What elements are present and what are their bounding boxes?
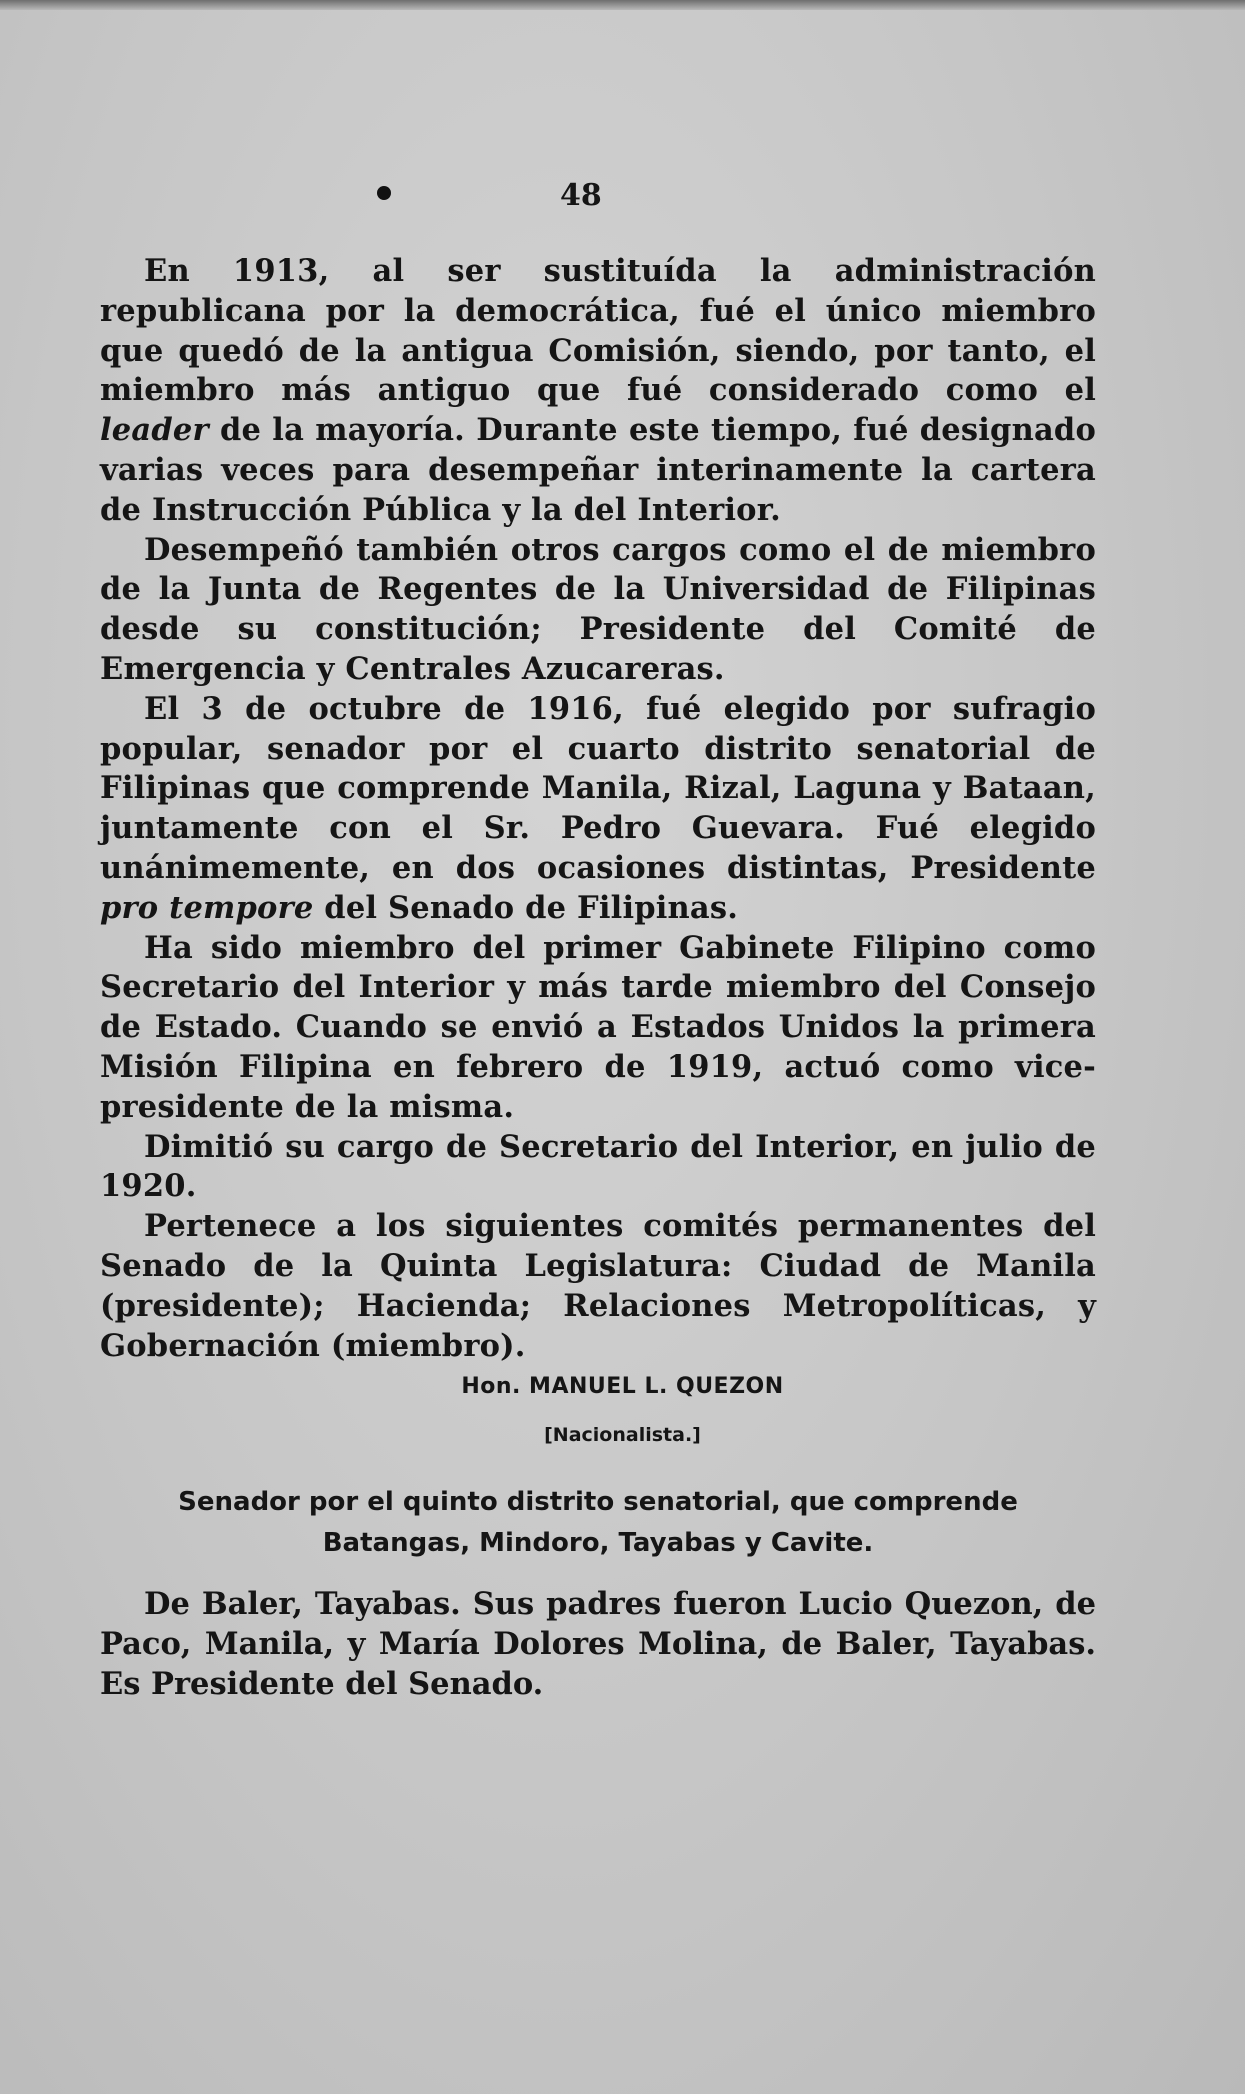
senator-district: Senador por el quinto distrito senatorial, que comprende Batangas, Mindoro, Tayabas y Cavite.	[178, 1487, 1018, 1558]
paragraph-6: Pertenece a los siguientes comités permanentes del Senado de la Quinta Legislatura: Ciudad de Manila (presidente); Hacienda; Relaciones Metropolíticas, y Gobernación (miembro).	[100, 1208, 1096, 1364]
senator-party: [Nacionalista.]	[544, 1424, 701, 1446]
biography-text	[100, 252, 1096, 1366]
paragraph-5: Dimitió su cargo de Secretario del Interior, en julio de 1920.	[100, 1128, 1096, 1205]
senator-bio	[100, 1584, 1096, 1704]
page-number: 48	[560, 178, 602, 213]
paragraph-4: Ha sido miembro del primer Gabinete Filipino como Secretario del Interior y más tarde miembro del Consejo de Estado. Cuando se envió a Estados Unidos la primera Misión Filipina en febrero de 1919, actuó como vice-presidente de la misma.	[100, 929, 1096, 1125]
paragraph-1: En 1913, al ser sustituída la administración republicana por la democrática, fué el único miembro que quedó de la antigua Comisión, siendo, por tanto, el miembro más antiguo que fué considerado como el leader de la mayoría. Durante este tiempo, fué designado varias veces para desempeñar interinamente la cartera de Instrucción Pública y la del Interior.	[100, 253, 1096, 528]
page-top-edge	[0, 0, 1245, 10]
paragraph-2: Desempeñó también otros cargos como el de miembro de la Junta de Regentes de la Universidad de Filipinas desde su constitución; Presidente del Comité de Emergencia y Centrales Azucareras.	[100, 531, 1096, 687]
senator-name: Hon. MANUEL L. QUEZON	[461, 1374, 784, 1399]
bio-paragraph: De Baler, Tayabas. Sus padres fueron Lucio Quezon, de Paco, Manila, y María Dolores Molina, de Baler, Tayabas. Es Presidente del Senado.	[100, 1586, 1096, 1702]
paragraph-3: El 3 de octubre de 1916, fué elegido por sufragio popular, senador por el cuarto distrito senatorial de Filipinas que comprende Manila, Rizal, Laguna y Bataan, juntamente con el Sr. Pedro Guevara. Fué elegido unánimemente, en dos ocasiones distintas, Presidente pro tempore del Senado de Filipinas.	[100, 690, 1096, 926]
bullet-mark	[377, 186, 391, 200]
